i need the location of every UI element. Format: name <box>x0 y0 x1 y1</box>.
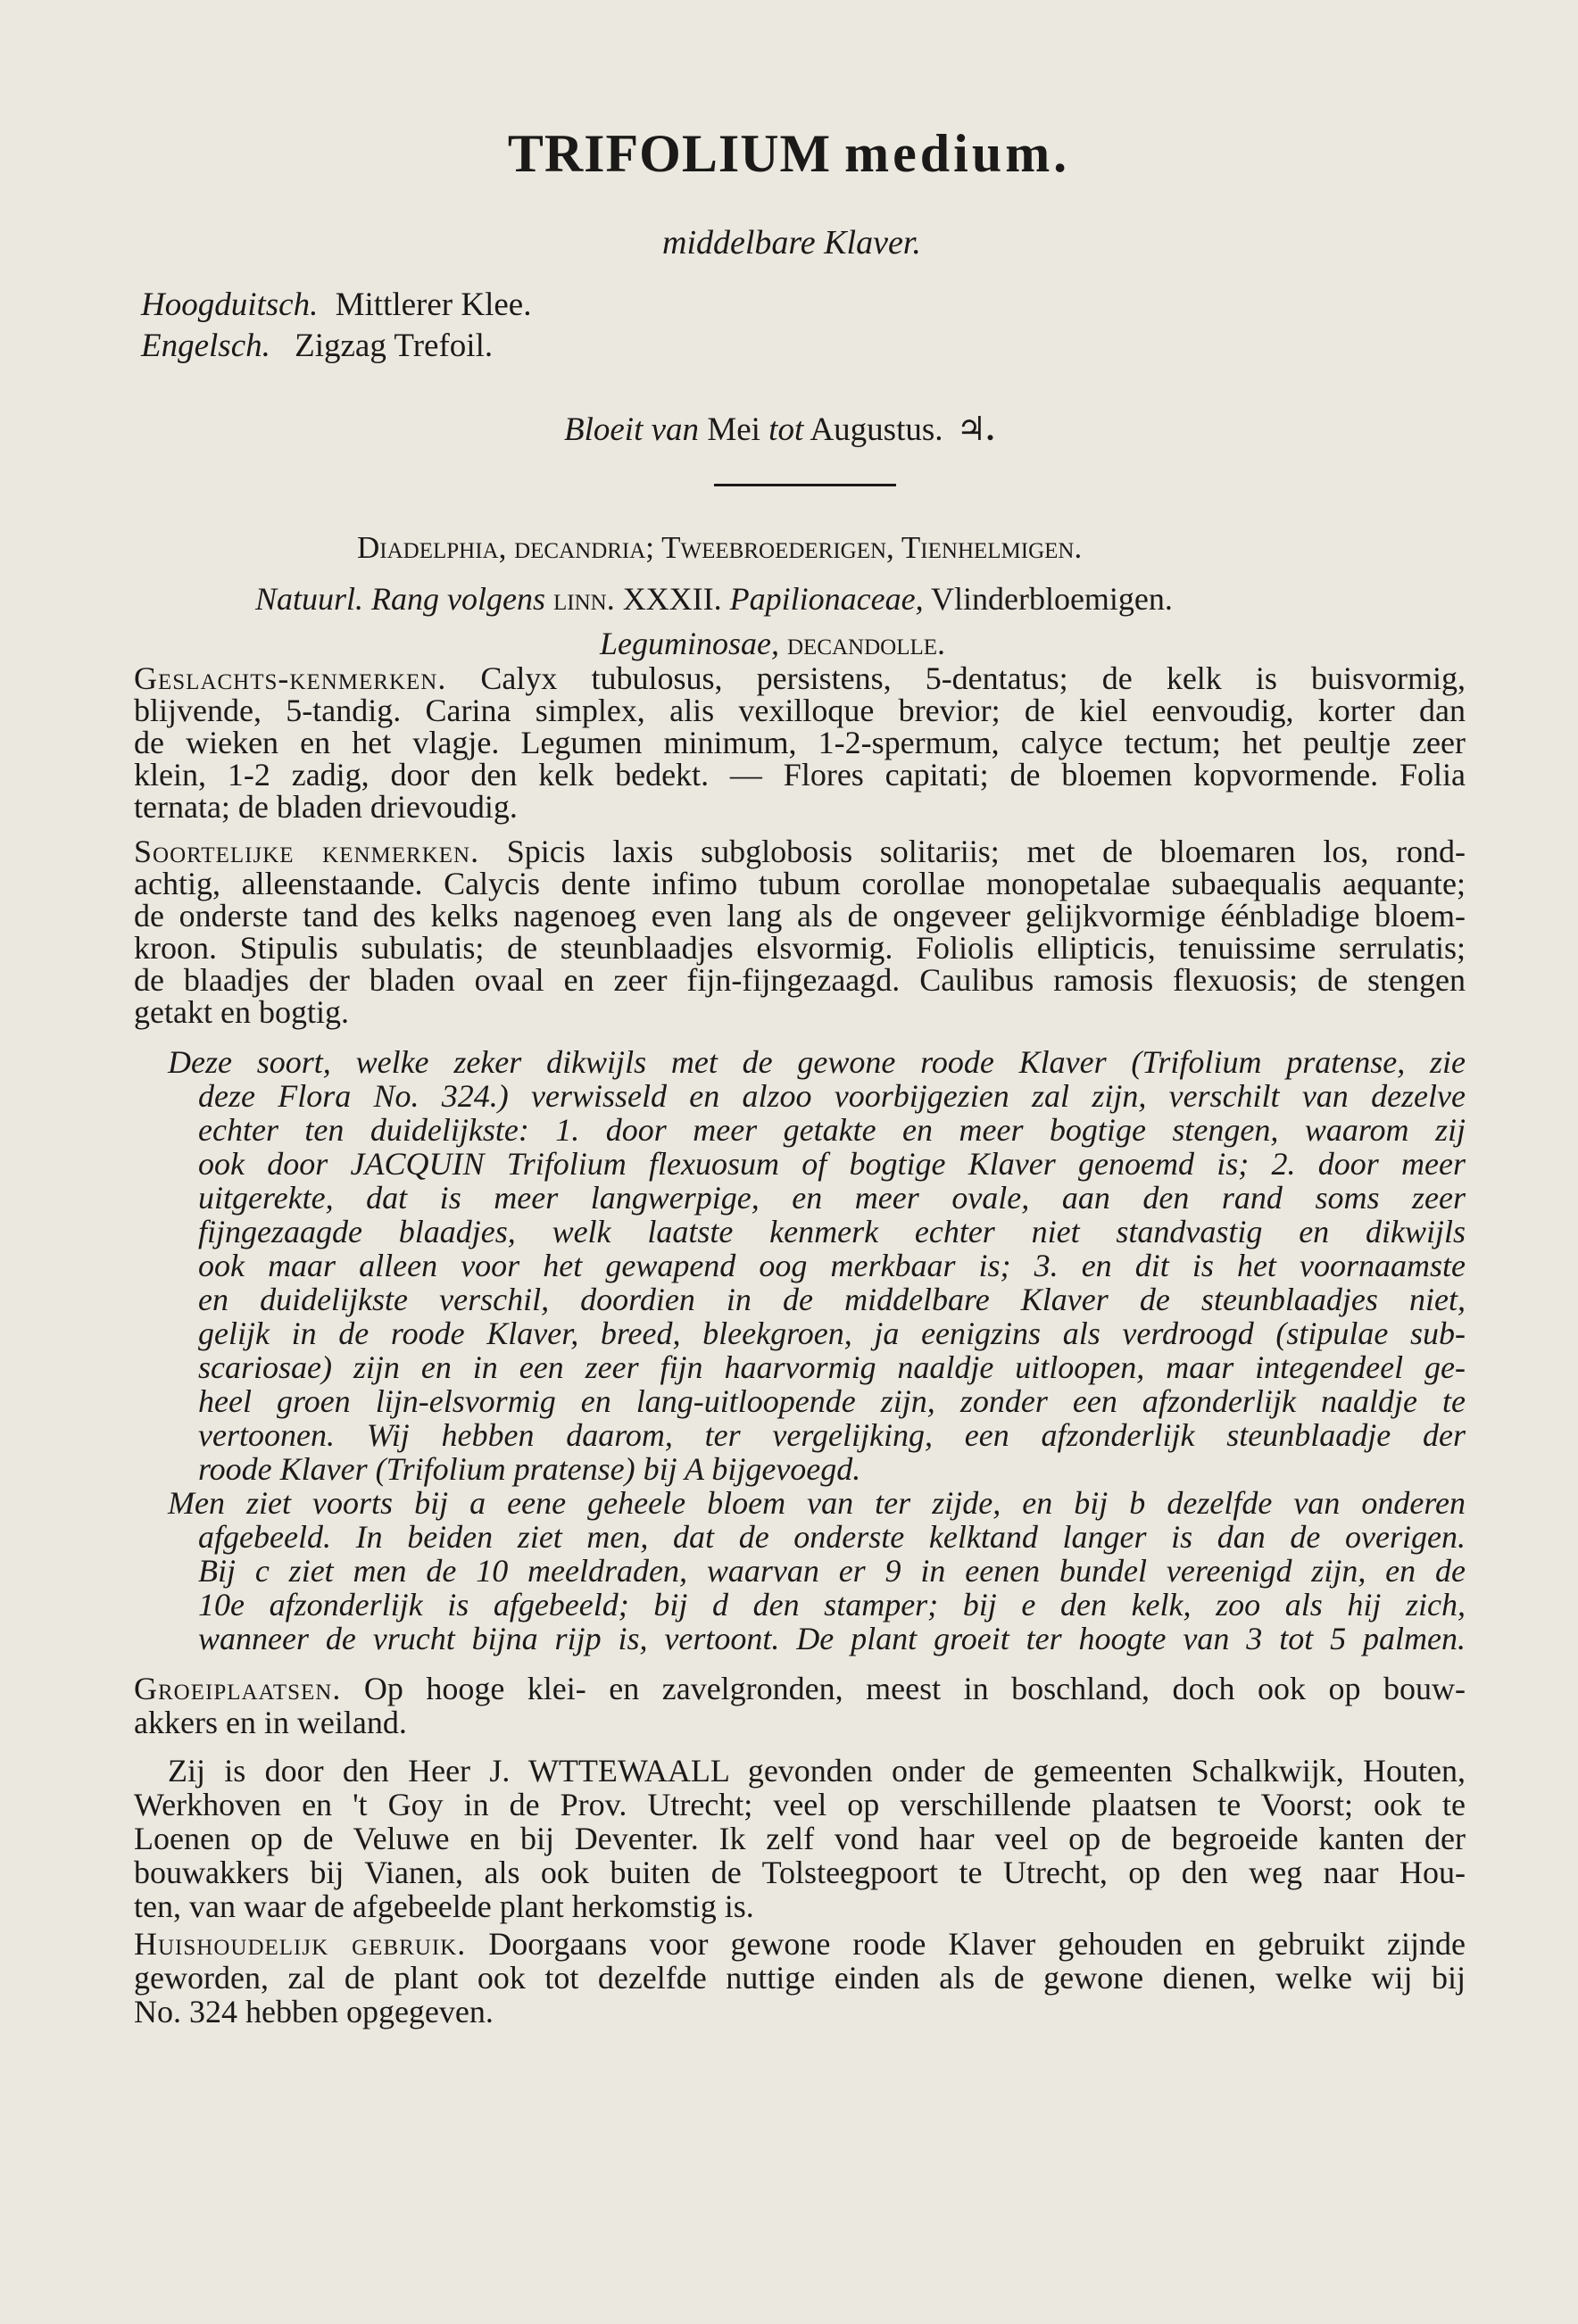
geslacht-line-2: blijvende, 5-tandig. Carina simplex, alis vexilloque brevior; de kiel eenvoudig, korter dan <box>134 693 1466 728</box>
deze-line-9: gelijk in de roode Klaver, breed, bleekgroen, ja eenigzins als verdroogd (stipulae sub- <box>198 1316 1466 1351</box>
deze-line-5: uitgerekte, dat is meer langwerpige, en meer ovale, aan den rand soms zeer <box>198 1180 1466 1216</box>
name-english <box>141 327 493 365</box>
lang-german: Hoogduitsch. <box>141 286 319 323</box>
title-species: medium. <box>844 124 1071 183</box>
bloom-van: van <box>651 411 700 448</box>
groei-heading: Groeiplaatsen. <box>134 1671 342 1706</box>
classification-leguminosae: Leguminosae, <box>600 626 779 661</box>
deze-line-1: Deze soort, welke zeker dikwijls met de gewone roode Klaver (Trifolium pratense, zie <box>168 1044 1466 1080</box>
name-german <box>141 286 531 324</box>
deze-line-10: scariosae) zijn en in een zeer fijn haarvormig naaldje uitloopen, maar integendeel ge- <box>198 1349 1466 1385</box>
bloom-start: Mei <box>707 411 760 448</box>
bloom-period <box>564 409 994 449</box>
page-title <box>0 123 1578 185</box>
geslacht-line-3: de wieken en het vlagje. Legumen minimum, 1-2-spermum, calyce tectum; het peultje zeer <box>134 725 1466 760</box>
huis-heading: Huishoudelijk gebruik. <box>134 1926 467 1962</box>
classification-rank-label: Natuurl. Rang volgens <box>255 581 545 617</box>
deze-line-2: deze Flora No. 324.) verwisseld en alzoo voorbijgezien zal zijn, verschilt van dezelve <box>198 1078 1466 1114</box>
men-line-3: Bij c ziet men de 10 meeldraden, waarvan er 9 in eenen bundel vereenigd zijn, en de <box>198 1553 1466 1589</box>
title-genus: TRIFOLIUM <box>507 124 832 183</box>
soortelijke-line-2: achtig, alleenstaande. Calycis dente infimo tubum corollae monopetalae subaequalis aequante; <box>134 866 1466 901</box>
zij-line-4: bouwakkers bij Vianen, als ook buiten de Tolsteegpoort te Utrecht, op den weg naar Hou- <box>134 1855 1466 1890</box>
groei-line-2: akkers en in weiland. <box>134 1705 407 1740</box>
soortelijke-line-6: getakt en bogtig. <box>134 994 349 1030</box>
geslacht-line-1 <box>134 662 1466 695</box>
deze-line-7: ook maar alleen voor het gewapend oog merkbaar is; 3. en dit is het voornaamste <box>198 1248 1466 1283</box>
soortelijke-text-1: Spicis laxis subglobosis solitariis; met de bloemaren los, rond- <box>506 834 1466 869</box>
classification-vlinderbloemigen: Vlinderbloemigen. <box>930 581 1173 617</box>
classification-line-3 <box>600 625 945 662</box>
bloom-label: Bloeit <box>564 411 644 448</box>
subtitle: middelbare Klaver. <box>662 224 921 261</box>
deze-line-3: echter ten duidelijkste: 1. door meer getakte en meer bogtige stengen, waarom zij <box>198 1112 1466 1148</box>
groei-line-1 <box>134 1672 1466 1706</box>
lang-english: Engelsch. <box>141 328 270 364</box>
classification-linn: linn. XXXII. <box>552 581 722 617</box>
huis-line-1 <box>134 1928 1466 1961</box>
bloom-end: Augustus. <box>810 411 943 448</box>
perennial-symbol: ♃. <box>956 411 995 448</box>
zij-line-2: Werkhoven en 't Goy in de Prov. Utrecht; veel op verschillende plaatsen te Voorst; ook te <box>134 1787 1466 1822</box>
soortelijke-line-5: de blaadjes der bladen ovaal en zeer fijn-fijngezaagd. Caulibus ramosis flexuosis; de stengen <box>134 962 1466 998</box>
deze-line-8: en duidelijkste verschil, doordien in de middelbare Klaver de steunblaadjes niet, <box>198 1282 1466 1317</box>
deze-line-6: fijngezaagde blaadjes, welk laatste kenmerk echter niet standvastig en dikwijls <box>198 1214 1466 1249</box>
huis-line-2: geworden, zal de plant ook tot dezelfde nuttige einden als de gewone dienen, welke wij bij <box>134 1960 1466 1996</box>
deze-line-11: heel groen lijn-elsvormig en lang-uitloopende zijn, zonder een afzonderlijk naaldje te <box>198 1383 1466 1419</box>
name-german-value: Mittlerer Klee. <box>335 286 532 323</box>
classification-papilionaceae: Papilionaceae, <box>729 581 924 617</box>
geslacht-text-1: Calyx tubulosus, persistens, 5-dentatus; de kelk is buisvormig, <box>480 660 1466 696</box>
geslacht-line-4: klein, 1-2 zadig, door den kelk bedekt. — Flores capitati; de bloemen kopvormende. Folia <box>134 757 1466 793</box>
deze-line-13: roode Klaver (Trifolium pratense) bij A bijgevoegd. <box>198 1451 861 1487</box>
bloom-tot: tot <box>768 411 804 448</box>
men-line-5: wanneer de vrucht bijna rijp is, vertoont. De plant groeit ter hoogte van 3 tot 5 palmen. <box>198 1621 1466 1656</box>
zij-line-1: Zij is door den Heer J. WTTEWAALL gevonden onder de gemeenten Schalkwijk, Houten, <box>168 1753 1466 1789</box>
classification-line-1: Diadelphia, decandria; Tweebroederigen, Tienhelmigen. <box>357 530 1083 565</box>
soortelijke-line-1 <box>134 835 1466 868</box>
divider-rule <box>714 484 896 486</box>
huis-text-1: Doorgaans voor gewone roode Klaver gehouden en gebruikt zijnde <box>488 1926 1466 1962</box>
zij-line-5: ten, van waar de afgebeelde plant herkomstig is. <box>134 1888 754 1924</box>
classification-decandolle: decandolle. <box>787 626 946 661</box>
huis-line-3: No. 324 hebben opgegeven. <box>134 1994 494 2029</box>
geslacht-line-5: ternata; de bladen drievoudig. <box>134 789 518 825</box>
deze-line-4: ook door JACQUIN Trifolium flexuosum of bogtige Klaver genoemd is; 2. door meer <box>198 1146 1466 1182</box>
soortelijke-heading: Soortelijke kenmerken. <box>134 834 480 869</box>
zij-line-3: Loenen op de Veluwe en bij Deventer. Ik zelf vond haar veel op de begroeide kanten der <box>134 1821 1466 1856</box>
groei-text-1: Op hooge klei- en zavelgronden, meest in boschland, doch ook op bouw- <box>363 1671 1466 1706</box>
men-line-1: Men ziet voorts bij a eene geheele bloem van ter zijde, en bij b dezelfde van onderen <box>168 1485 1466 1521</box>
name-english-value: Zigzag Trefoil. <box>295 328 494 364</box>
men-line-2: afgebeeld. In beiden ziet men, dat de onderste kelktand langer is dan de overigen. <box>198 1519 1466 1555</box>
soortelijke-line-4: kroon. Stipulis subulatis; de steunblaadjes elsvormig. Foliolis ellipticis, tenuissime serrulatis; <box>134 930 1466 966</box>
deze-line-12: vertoonen. Wij hebben daarom, ter vergelijking, een afzonderlijk steunblaadje der <box>198 1417 1466 1453</box>
men-line-4: 10e afzonderlijk is afgebeeld; bij d den stamper; bij e den kelk, zoo als hij zich, <box>198 1587 1466 1623</box>
soortelijke-line-3: de onderste tand des kelks nagenoeg even lang als de ongeveer gelijkvormige éénbladige bloem- <box>134 898 1466 934</box>
geslacht-heading: Geslachts-kenmerken. <box>134 660 447 696</box>
classification-line-2 <box>255 580 1173 618</box>
